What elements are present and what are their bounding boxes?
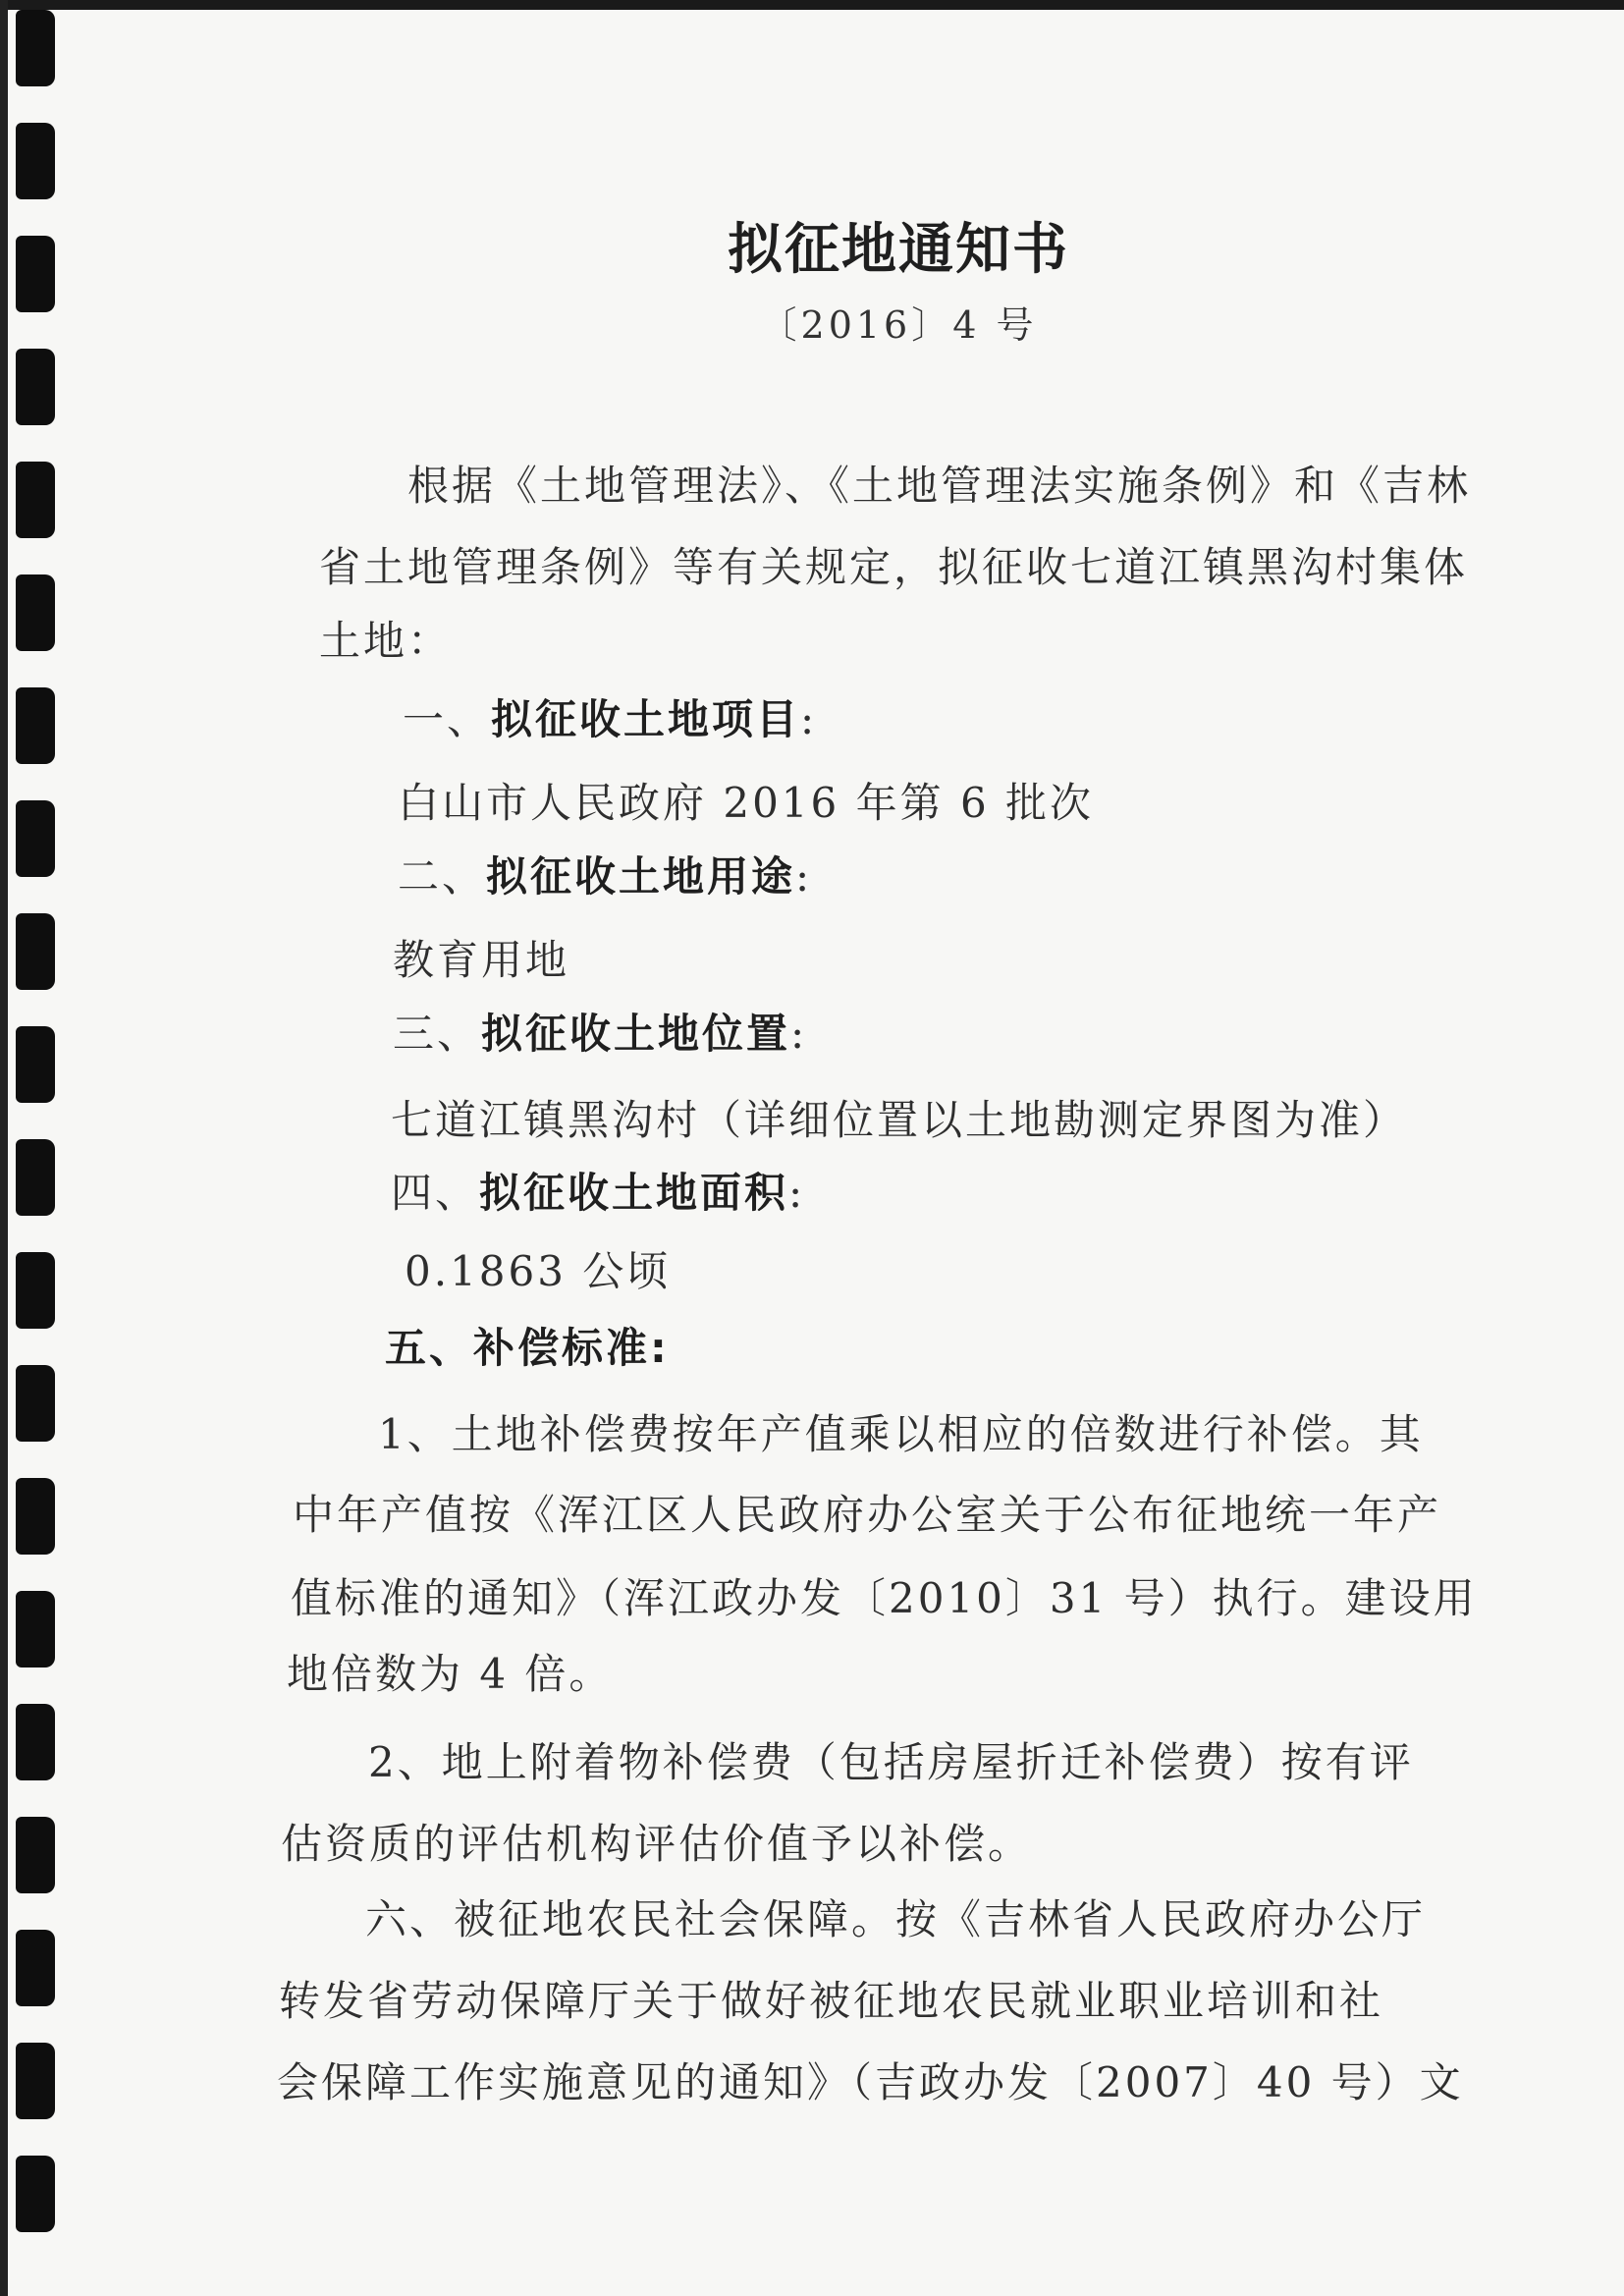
- section-1-number: 一、: [403, 695, 492, 743]
- intro-line-3: 土地：: [319, 617, 453, 665]
- section-5-heading: 五、补偿标准:: [385, 1324, 670, 1372]
- compensation-p1-line-2: 中年产值按《浑江区人民政府办公室关于公布征地统一年产: [293, 1491, 1442, 1539]
- compensation-p2-line-2: 估资质的评估机构评估价值予以补偿。: [281, 1820, 1033, 1868]
- intro-line-2: 省土地管理条例》等有关规定，拟征收七道江镇黑沟村集体: [319, 543, 1469, 591]
- section-2-content: 教育用地: [393, 936, 570, 984]
- section-4-content: 0.1863 公顷: [405, 1247, 672, 1295]
- section-3-heading: [393, 1002, 807, 1061]
- section-4-title: 拟征收土地面积: [479, 1169, 789, 1217]
- section-2-number: 二、: [398, 852, 487, 901]
- section-1-content: 白山市人民政府 2016 年第 6 批次: [398, 779, 1095, 827]
- section-3-number: 三、: [393, 1010, 482, 1058]
- section-2-title: 拟征收土地用途: [486, 852, 796, 901]
- compensation-p1-line-3: 值标准的通知》（浑江政办发〔2010〕31 号）执行。建设用: [291, 1574, 1478, 1622]
- social-security-line-2: 转发省劳动保障厅关于做好被征地农民就业职业培训和社: [279, 1977, 1384, 2025]
- social-security-line-1: 六、被征地农民社会保障。按《吉林省人民政府办公厅: [365, 1895, 1427, 1943]
- compensation-p1-line-1: 1、土地补偿费按年产值乘以相应的倍数进行补偿。其: [378, 1410, 1424, 1458]
- compensation-p2-line-1: 2、地上附着物补偿费（包括房屋折迁补偿费）按有评: [368, 1738, 1414, 1786]
- section-4-number: 四、: [391, 1169, 480, 1217]
- section-3-content: 七道江镇黑沟村（详细位置以土地勘测定界图为准）: [391, 1096, 1408, 1144]
- section-4-colon: :: [788, 1169, 806, 1217]
- compensation-p1-line-4: 地倍数为 4 倍。: [287, 1650, 614, 1698]
- section-1-colon: :: [800, 695, 818, 743]
- section-2-heading: [398, 845, 812, 903]
- document-number: 〔2016〕4 号: [759, 303, 1038, 347]
- intro-line-1: 根据《土地管理法》、《土地管理法实施条例》和《吉林: [407, 462, 1472, 510]
- document-title: 拟征地通知书: [728, 218, 1069, 282]
- section-3-colon: :: [790, 1010, 808, 1058]
- section-4-heading: [391, 1161, 805, 1220]
- social-security-line-3: 会保障工作实施意见的通知》（吉政办发〔2007〕40 号）文: [277, 2058, 1464, 2106]
- section-2-colon: :: [795, 852, 813, 901]
- section-3-title: 拟征收土地位置: [481, 1010, 791, 1058]
- section-1-title: 拟征收土地项目: [491, 695, 801, 743]
- section-1-heading: [403, 687, 817, 746]
